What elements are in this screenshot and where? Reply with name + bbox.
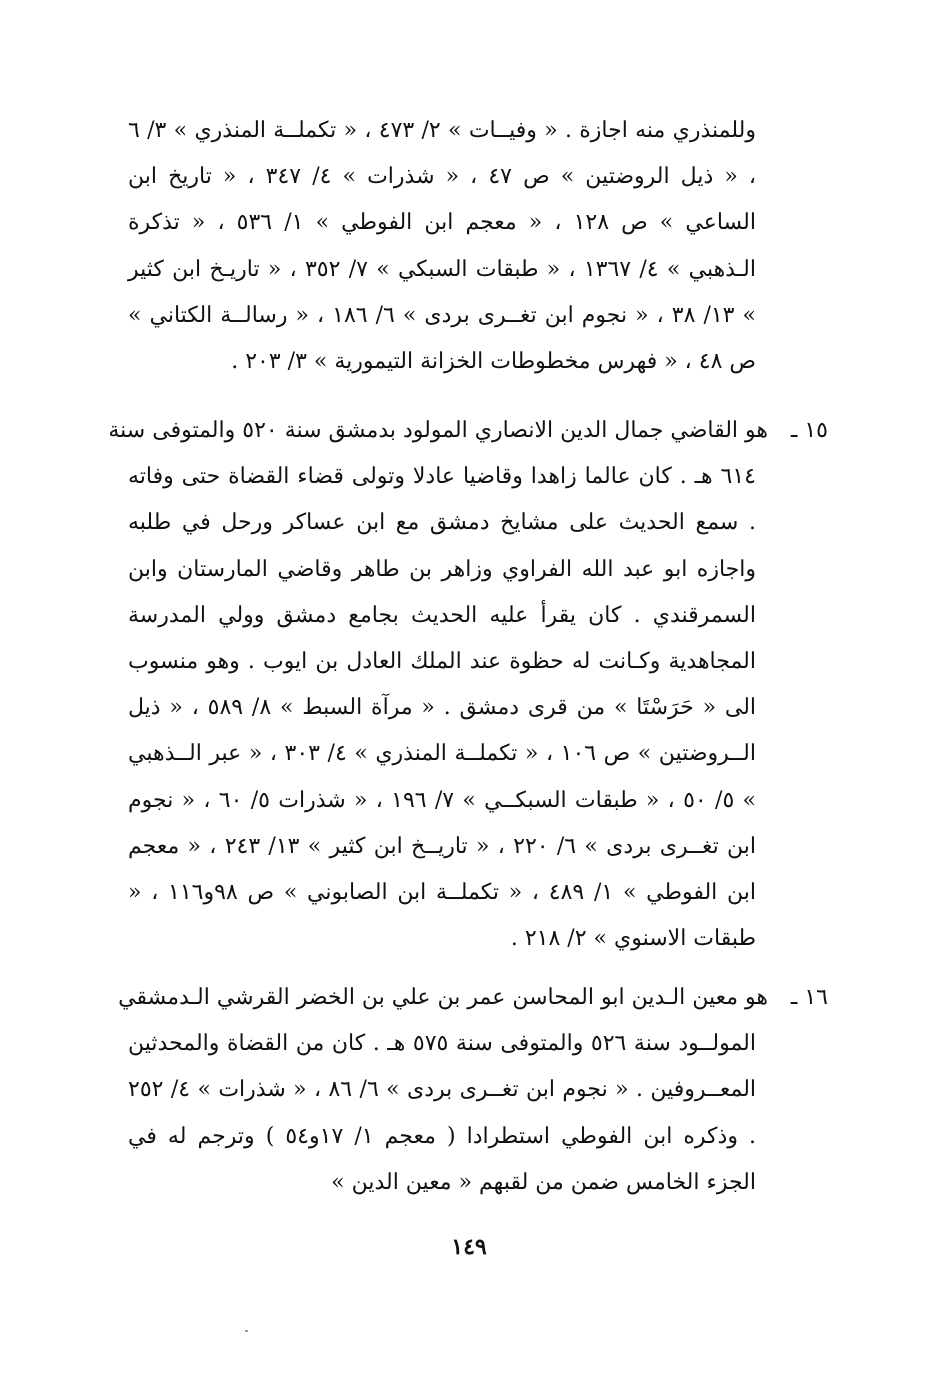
footnote-first-line: هو معين الـدين ابو المحاسن عمر بن علي بن الخضر القرشي الـدمشقي xyxy=(118,985,768,1010)
footnote-number: ١٥ ـ xyxy=(790,418,828,443)
continuation-paragraph: وللمنذري منه اجازة . « وفيــات » ٢/ ٤٧٣ ، « تكملــة المنذري » ٣/ ٦ ، « ذيل الروضتين » ص ٤٧ ، « شذرات » ٤/ ٣٤٧ ، « تاريخ ابن الساعي » ص ١٢٨ ، « معجم ابن الفوطي » ١/ ٥٣٦ ، « تذكرة الـذهبي » ٤/ ١٣٦٧ ، « طبقات السبكي » ٧/ ٣٥٢ ، « تاريـخ ابن كثير » ١٣/ ٣٨ ، « نجوم ابن تغــرى بردى » ٦/ ١٨٦ ، « رسالــة الكتاني » ص ٤٨ ، « فهرس مخطوطات الخزانة التيمورية » ٣/ ٢٠٣ . xyxy=(128,118,757,375)
footnote-first-line: هو القاضي جمال الدين الانصاري المولود بدمشق سنة ٥٢٠ والمتوفى سنة xyxy=(108,418,768,443)
footnote-body: المولــود سنة ٥٢٦ والمتوفى سنة ٥٧٥ هـ . كان من القضاة والمحدثين المعــروفين . « نجوم ابن تغــرى بردى » ٦/ ٨٦ ، « شذرات » ٤/ ٢٥٢ . وذكره ابن الفوطي استطرادا ( معجم ١/ ١٧و٥٤ ) وترجم له في الجزء الخامس ضمن من لقبهم « معين الدين » xyxy=(128,1031,757,1195)
footnote-number: ١٦ ـ xyxy=(790,985,828,1010)
footnote-body: ٦١٤ هـ . كان عالما زاهدا وقاضيا عادلا وتولى قضاء القضاة حتى وفاته . سمع الحديث على مشايخ دمشق مع ابن عساكر ورحل في طلبه واجازه ابو عبد الله الفراوي وزاهر بن طاهر وقاضي المارستان وابن السمرقندي . كان يقرأ عليه الحديث بجامع دمشق وولي المدرسة المجاهدية وكـانت له حظوة عند الملك العادل بن ايوب . وهو منسوب الى « حَرَسْتَا » من قرى دمشق . « مرآة السبط » ٨/ ٥٨٩ ، « ذيل الــروضتين » ص ١٠٦ ، « تكملــة المنذري » ٤/ ٣٠٣ ، « عبر الــذهبي » ٥/ ٥٠ ، « طبقات السبكــي » ٧/ ١٩٦ ، « شذرات ٥/ ٦٠ ، « نجوم ابن تغــرى بردى » ٦/ ٢٢٠ ، « تاريــخ ابن كثير » ١٣/ ٢٤٣ ، « معجم ابن الفوطي » ١/ ٤٨٩ ، « تكملــة ابن الصابوني » ص ٩٨و١١٦ ، « طبقات الاسنوي » ٢/ ٢١٨ . xyxy=(128,464,757,952)
page-number: ١٤٩ xyxy=(451,1234,487,1260)
scan-speck xyxy=(245,1330,248,1332)
